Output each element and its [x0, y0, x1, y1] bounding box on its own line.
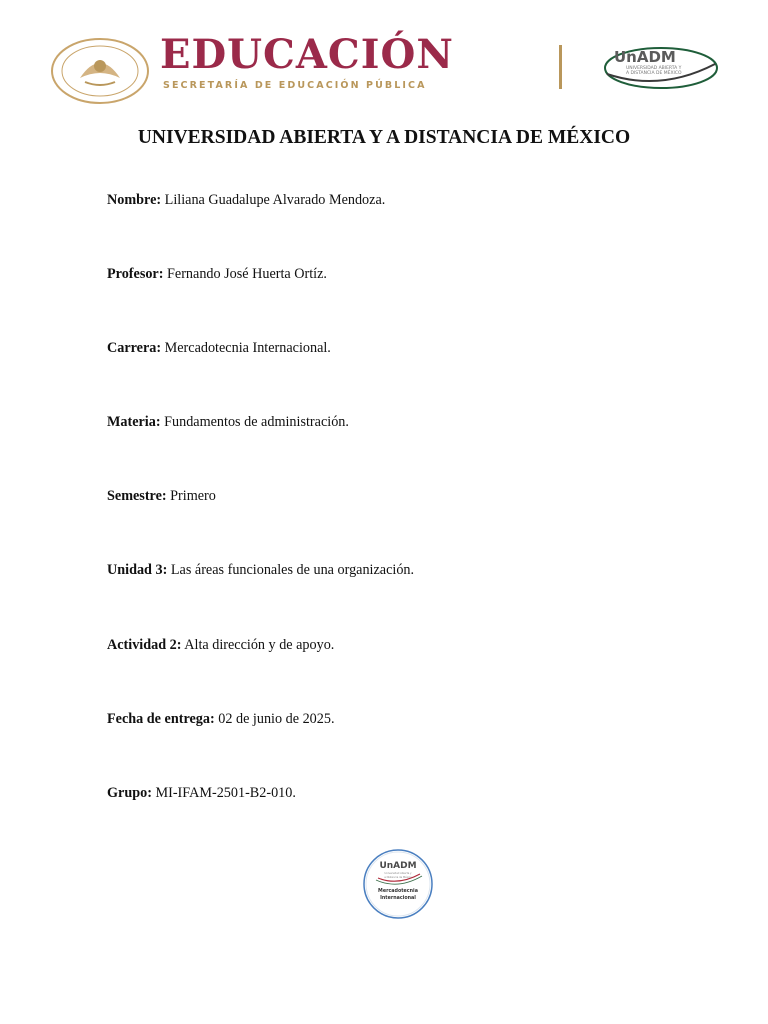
field-value: Primero: [170, 488, 216, 504]
field-fecha-entrega: [107, 711, 335, 728]
field-label: Carrera:: [107, 340, 162, 356]
field-label: Semestre:: [107, 488, 167, 504]
field-grupo: [107, 785, 296, 802]
field-label: Nombre:: [107, 192, 162, 208]
badge-logo-text: UnADM: [379, 861, 417, 871]
unadm-logo-text: UnADM: [614, 48, 676, 66]
badge-subtitle-1: Universidad Abierta y: [384, 872, 412, 875]
document-header: [0, 0, 768, 110]
field-semestre: [107, 488, 216, 505]
field-label: Unidad 3:: [107, 562, 168, 578]
field-value: Liliana Guadalupe Alvarado Mendoza.: [164, 192, 386, 208]
field-label: Materia:: [107, 414, 161, 430]
field-profesor: [107, 266, 327, 283]
field-unidad: [107, 562, 414, 579]
badge-career-line-2: Internacional: [380, 896, 416, 901]
education-brand-title: EDUCACIÓN: [160, 31, 454, 78]
unadm-logo-subtitle-1: UNIVERSIDAD ABIERTA Y: [626, 66, 682, 71]
header-divider: [559, 45, 562, 89]
field-actividad: [107, 637, 334, 654]
education-brand-subtitle: SECRETARÍA DE EDUCACIÓN PÚBLICA: [163, 80, 427, 91]
mexico-seal-icon: [50, 38, 150, 104]
field-value: Fundamentos de administración.: [164, 414, 349, 430]
field-value: Alta dirección y de apoyo.: [184, 637, 335, 653]
field-value: MI-IFAM-2501-B2-010.: [155, 785, 296, 801]
badge-career-line-1: Mercadotecnia: [378, 889, 418, 894]
field-label: Fecha de entrega:: [107, 711, 215, 727]
field-label: Profesor:: [107, 266, 164, 282]
field-value: 02 de junio de 2025.: [218, 711, 335, 727]
field-nombre: [107, 192, 385, 209]
field-carrera: [107, 340, 331, 357]
field-label: Actividad 2:: [107, 637, 182, 653]
field-materia: [107, 414, 349, 431]
field-value: Las áreas funcionales de una organización.: [170, 562, 415, 578]
badge-subtitle-2: a Distancia de México: [384, 876, 412, 879]
unadm-logo-subtitle-2: A DISTANCIA DE MÉXICO: [626, 71, 682, 76]
field-label: Grupo:: [107, 785, 152, 801]
field-value: Fernando José Huerta Ortíz.: [167, 266, 327, 282]
career-badge-icon: [330, 846, 466, 922]
field-value: Mercadotecnia Internacional.: [164, 340, 331, 356]
page-title: UNIVERSIDAD ABIERTA Y A DISTANCIA DE MÉXICO: [137, 127, 631, 148]
